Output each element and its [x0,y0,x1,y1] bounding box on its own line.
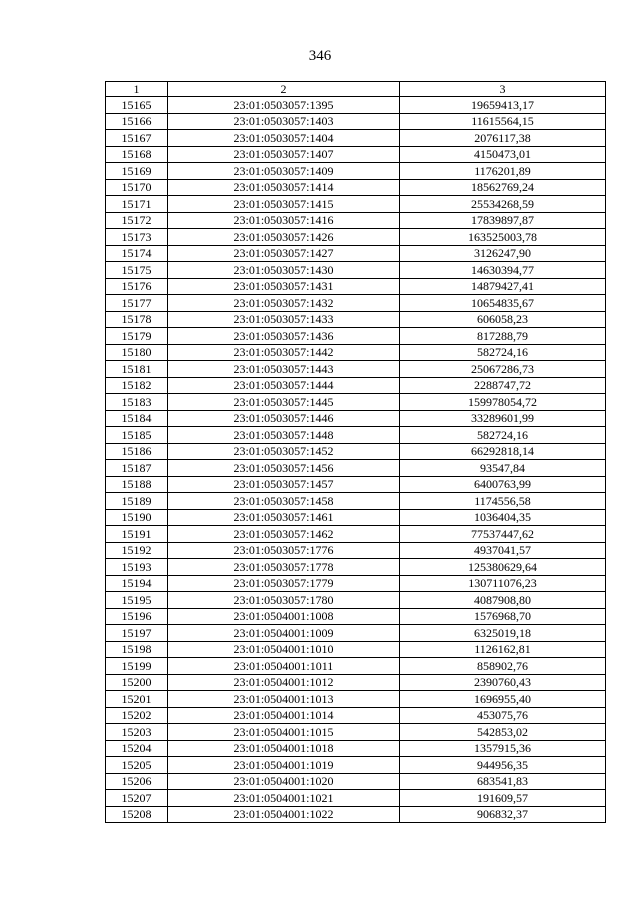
table-row [106,740,606,757]
value-cell: 17839897,87 [400,212,606,229]
row-number-cell: 15188 [106,476,168,493]
table-row [106,229,606,246]
value-cell: 25067286,73 [400,361,606,378]
row-number-cell: 15206 [106,773,168,790]
value-cell: 858902,76 [400,658,606,675]
table-row [106,377,606,394]
table-row [106,757,606,774]
table-row [106,526,606,543]
table-row [106,674,606,691]
cadastral-number-cell: 23:01:0503057:1436 [168,328,400,345]
value-cell: 6325019,18 [400,625,606,642]
cadastral-number-cell: 23:01:0503057:1442 [168,344,400,361]
table-row [106,493,606,510]
value-cell: 163525003,78 [400,229,606,246]
table-row [106,542,606,559]
cadastral-number-cell: 23:01:0503057:1462 [168,526,400,543]
row-number-cell: 15187 [106,460,168,477]
table-row [106,806,606,823]
row-number-cell: 15180 [106,344,168,361]
table-row [106,113,606,130]
cadastral-number-cell: 23:01:0503057:1404 [168,130,400,147]
row-number-cell: 15199 [106,658,168,675]
cadastral-value-table [105,81,606,823]
value-cell: 19659413,17 [400,97,606,114]
cadastral-number-cell: 23:01:0503057:1415 [168,196,400,213]
value-cell: 542853,02 [400,724,606,741]
row-number-cell: 15203 [106,724,168,741]
row-number-cell: 15165 [106,97,168,114]
row-number-cell: 15201 [106,691,168,708]
row-number-cell: 15178 [106,311,168,328]
value-cell: 683541,83 [400,773,606,790]
table-row [106,790,606,807]
row-number-cell: 15169 [106,163,168,180]
row-number-cell: 15200 [106,674,168,691]
table-row [106,245,606,262]
table-row [106,262,606,279]
cadastral-number-cell: 23:01:0503057:1457 [168,476,400,493]
row-number-cell: 15202 [106,707,168,724]
row-number-cell: 15191 [106,526,168,543]
cadastral-number-cell: 23:01:0504001:1008 [168,608,400,625]
cadastral-number-cell: 23:01:0503057:1416 [168,212,400,229]
value-cell: 1126162,81 [400,641,606,658]
table-body [106,97,606,823]
cadastral-number-cell: 23:01:0503057:1403 [168,113,400,130]
row-number-cell: 15170 [106,179,168,196]
cadastral-number-cell: 23:01:0504001:1011 [168,658,400,675]
table-row [106,179,606,196]
table-row [106,460,606,477]
table-row [106,559,606,576]
value-cell: 582724,16 [400,344,606,361]
row-number-cell: 15183 [106,394,168,411]
value-cell: 1176201,89 [400,163,606,180]
value-cell: 14630394,77 [400,262,606,279]
row-number-cell: 15176 [106,278,168,295]
table-row [106,196,606,213]
table-row [106,608,606,625]
table-row [106,427,606,444]
value-cell: 582724,16 [400,427,606,444]
table-row [106,658,606,675]
cadastral-number-cell: 23:01:0503057:1409 [168,163,400,180]
value-cell: 3126247,90 [400,245,606,262]
value-cell: 25534268,59 [400,196,606,213]
cadastral-number-cell: 23:01:0503057:1444 [168,377,400,394]
cadastral-number-cell: 23:01:0503057:1448 [168,427,400,444]
value-cell: 125380629,64 [400,559,606,576]
cadastral-number-cell: 23:01:0503057:1432 [168,295,400,312]
row-number-cell: 15195 [106,592,168,609]
row-number-cell: 15166 [106,113,168,130]
cadastral-number-cell: 23:01:0503057:1430 [168,262,400,279]
row-number-cell: 15190 [106,509,168,526]
cadastral-number-cell: 23:01:0503057:1779 [168,575,400,592]
table-row [106,295,606,312]
row-number-cell: 15175 [106,262,168,279]
column-header-3: 3 [400,82,606,97]
cadastral-number-cell: 23:01:0504001:1013 [168,691,400,708]
table-row [106,163,606,180]
value-cell: 66292818,14 [400,443,606,460]
row-number-cell: 15196 [106,608,168,625]
cadastral-number-cell: 23:01:0503057:1407 [168,146,400,163]
cadastral-number-cell: 23:01:0504001:1018 [168,740,400,757]
row-number-cell: 15189 [106,493,168,510]
cadastral-number-cell: 23:01:0504001:1019 [168,757,400,774]
row-number-cell: 15182 [106,377,168,394]
table-row [106,97,606,114]
value-cell: 4937041,57 [400,542,606,559]
table-row [106,575,606,592]
row-number-cell: 15198 [106,641,168,658]
table-row [106,724,606,741]
cadastral-number-cell: 23:01:0504001:1021 [168,790,400,807]
cadastral-number-cell: 23:01:0503057:1427 [168,245,400,262]
column-header-1: 1 [106,82,168,97]
value-cell: 606058,23 [400,311,606,328]
value-cell: 6400763,99 [400,476,606,493]
cadastral-number-cell: 23:01:0503057:1431 [168,278,400,295]
table-row [106,344,606,361]
table-row [106,509,606,526]
cadastral-number-cell: 23:01:0503057:1395 [168,97,400,114]
row-number-cell: 15171 [106,196,168,213]
cadastral-number-cell: 23:01:0504001:1010 [168,641,400,658]
value-cell: 817288,79 [400,328,606,345]
table-row [106,278,606,295]
cadastral-number-cell: 23:01:0503057:1414 [168,179,400,196]
value-cell: 2076117,38 [400,130,606,147]
row-number-cell: 15184 [106,410,168,427]
row-number-cell: 15207 [106,790,168,807]
cadastral-number-cell: 23:01:0503057:1780 [168,592,400,609]
table-header [106,82,606,97]
row-number-cell: 15177 [106,295,168,312]
table-row [106,641,606,658]
row-number-cell: 15194 [106,575,168,592]
row-number-cell: 15179 [106,328,168,345]
value-cell: 1036404,35 [400,509,606,526]
value-cell: 93547,84 [400,460,606,477]
value-cell: 944956,35 [400,757,606,774]
value-cell: 159978054,72 [400,394,606,411]
table-row [106,691,606,708]
table-row [106,361,606,378]
table-row [106,146,606,163]
row-number-cell: 15205 [106,757,168,774]
cadastral-number-cell: 23:01:0503057:1445 [168,394,400,411]
value-cell: 2390760,43 [400,674,606,691]
page-number: 346 [308,48,332,64]
table-row [106,328,606,345]
row-number-cell: 15173 [106,229,168,246]
value-cell: 11615564,15 [400,113,606,130]
table-row [106,212,606,229]
table-row [106,410,606,427]
cadastral-number-cell: 23:01:0504001:1014 [168,707,400,724]
table-row [106,443,606,460]
table-row [106,476,606,493]
cadastral-number-cell: 23:01:0503057:1452 [168,443,400,460]
cadastral-number-cell: 23:01:0503057:1433 [168,311,400,328]
row-number-cell: 15168 [106,146,168,163]
value-cell: 453075,76 [400,707,606,724]
row-number-cell: 15186 [106,443,168,460]
value-cell: 18562769,24 [400,179,606,196]
row-number-cell: 15192 [106,542,168,559]
row-number-cell: 15181 [106,361,168,378]
row-number-cell: 15167 [106,130,168,147]
value-cell: 14879427,41 [400,278,606,295]
cadastral-number-cell: 23:01:0503057:1458 [168,493,400,510]
column-header-2: 2 [168,82,400,97]
cadastral-number-cell: 23:01:0504001:1009 [168,625,400,642]
cadastral-number-cell: 23:01:0503057:1461 [168,509,400,526]
cadastral-number-cell: 23:01:0504001:1020 [168,773,400,790]
value-cell: 4150473,01 [400,146,606,163]
cadastral-number-cell: 23:01:0504001:1022 [168,806,400,823]
value-cell: 10654835,67 [400,295,606,312]
row-number-cell: 15197 [106,625,168,642]
cadastral-number-cell: 23:01:0504001:1012 [168,674,400,691]
row-number-cell: 15172 [106,212,168,229]
value-cell: 1357915,36 [400,740,606,757]
value-cell: 1576968,70 [400,608,606,625]
table-row [106,707,606,724]
table-row [106,394,606,411]
value-cell: 4087908,80 [400,592,606,609]
row-number-cell: 15185 [106,427,168,444]
value-cell: 77537447,62 [400,526,606,543]
value-cell: 906832,37 [400,806,606,823]
cadastral-number-cell: 23:01:0503057:1456 [168,460,400,477]
cadastral-number-cell: 23:01:0503057:1443 [168,361,400,378]
table-row [106,773,606,790]
table-row [106,625,606,642]
cadastral-number-cell: 23:01:0503057:1776 [168,542,400,559]
table-row [106,311,606,328]
cadastral-number-cell: 23:01:0504001:1015 [168,724,400,741]
value-cell: 1174556,58 [400,493,606,510]
value-cell: 2288747,72 [400,377,606,394]
value-cell: 33289601,99 [400,410,606,427]
value-cell: 130711076,23 [400,575,606,592]
row-number-cell: 15208 [106,806,168,823]
value-cell: 191609,57 [400,790,606,807]
row-number-cell: 15174 [106,245,168,262]
row-number-cell: 15193 [106,559,168,576]
table-row [106,130,606,147]
table-row [106,592,606,609]
cadastral-number-cell: 23:01:0503057:1426 [168,229,400,246]
cadastral-number-cell: 23:01:0503057:1446 [168,410,400,427]
header-row [106,82,606,97]
cadastral-number-cell: 23:01:0503057:1778 [168,559,400,576]
row-number-cell: 15204 [106,740,168,757]
value-cell: 1696955,40 [400,691,606,708]
